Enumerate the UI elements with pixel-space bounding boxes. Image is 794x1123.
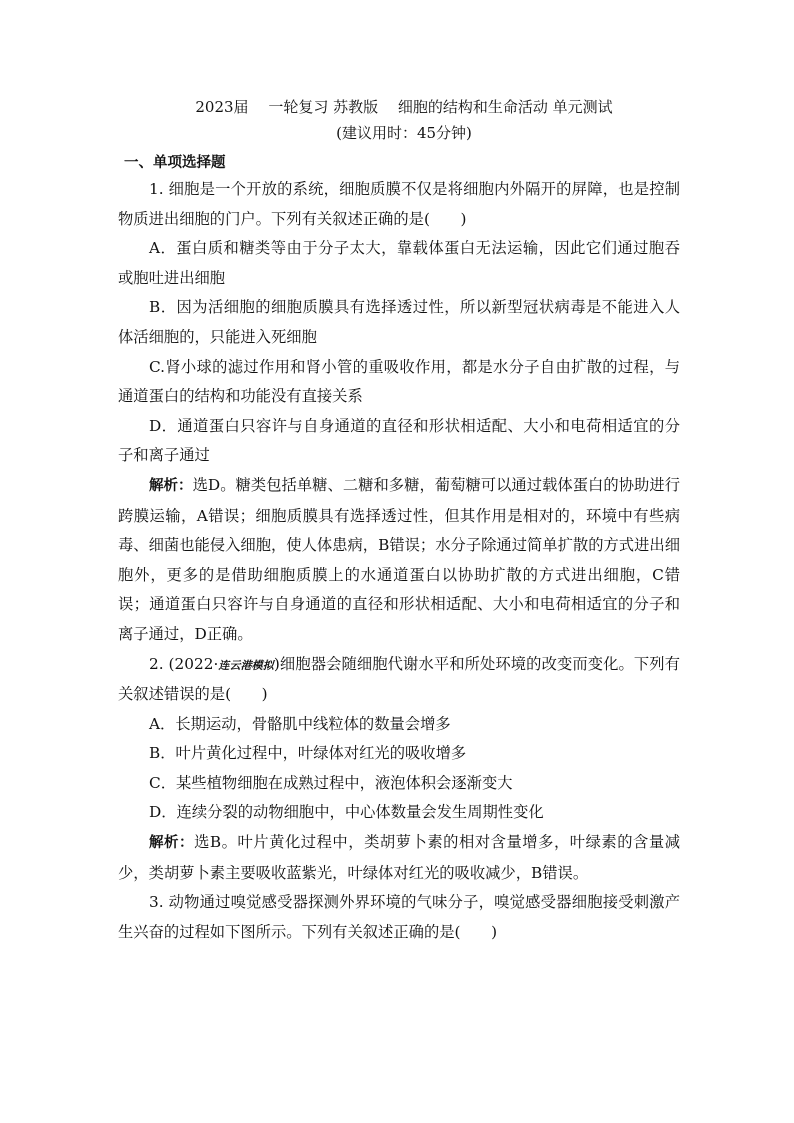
question-3-stem: 3. 动物通过嗅觉感受器探测外界环境的气味分子，嗅觉感受器细胞接受刺激产生兴奋的过程如下图所示。下列有关叙述正确的是( ): [118, 893, 680, 941]
document-subtitle: (建议用时：45分钟): [336, 124, 472, 142]
question-1-stem: 1. 细胞是一个开放的系统，细胞质膜不仅是将细胞内外隔开的屏障，也是控制物质进出细胞的门户。下列有关叙述正确的是( ): [118, 180, 680, 228]
analysis-label: 解析：: [149, 477, 193, 494]
question-1-option-c: C.肾小球的滤过作用和肾小管的重吸收作用，都是水分子自由扩散的过程，与通道蛋白的结构和功能没有直接关系: [118, 357, 680, 406]
question-1-option-a: A．蛋白质和糖类等由于分子太大，靠载体蛋白无法运输，因此它们通过胞吞或胞吐进出细胞: [118, 239, 680, 287]
question-2-option-a: A．长期运动，骨骼肌中线粒体的数量会增多: [149, 714, 451, 733]
question-2-number: 2. (2022·: [149, 654, 219, 673]
analysis-text: 选B。叶片黄化过程中，类胡萝卜素的相对含量增多，叶绿素的含量减少，类胡萝卜素主要吸收蓝紫光，叶绿体对红光的吸收减少，B错误。: [118, 833, 680, 882]
question-1-option-b: B．因为活细胞的细胞质膜具有选择透过性，所以新型冠状病毒是不能进入人体活细胞的，只能进入死细胞: [118, 298, 680, 346]
question-2-option-c: C．某些植物细胞在成熟过程中，液泡体积会逐渐变大: [149, 773, 513, 792]
analysis-label: 解析：: [149, 835, 195, 852]
question-1-analysis: [118, 471, 680, 650]
question-2-source: 连云港模拟: [218, 658, 274, 672]
analysis-text: 选D。糖类包括单糖、二糖和多糖，葡萄糖可以通过载体蛋白的协助进行跨膜运输，A错误；细胞质膜具有选择透过性，但其作用是相对的，环境中有些病毒、细菌也能侵入细胞，使人体患病，B错误；水分子除通过简单扩散的方式进出细胞外，更多的是借助细胞质膜上的水通道蛋白以协助扩散的方式进出细胞，C错误；通道蛋白只容许与自身通道的直径和形状相适配、大小和电荷相适宜的分子和离子通过，D正确。: [118, 475, 680, 643]
document-content: [118, 95, 680, 947]
question-2-analysis: [118, 828, 680, 888]
document-title: 2023届 一轮复习 苏教版 细胞的结构和生命活动 单元测试: [195, 98, 613, 116]
section-heading: 一、单项选择题: [124, 155, 226, 171]
question-2-stem-text: )细胞器会随细胞代谢水平和所处环境的改变而变化。下列有关叙述错误的是( ): [118, 654, 680, 704]
question-2-stem: [118, 650, 680, 710]
question-2-option-b: B．叶片黄化过程中，叶绿体对红光的吸收增多: [149, 744, 467, 763]
question-1-option-d: D．通道蛋白只容许与自身通道的直径和形状相适配、大小和电荷相适宜的分子和离子通过: [118, 416, 680, 465]
question-2-option-d: D．连续分裂的动物细胞中，中心体数量会发生周期性变化: [149, 803, 544, 822]
